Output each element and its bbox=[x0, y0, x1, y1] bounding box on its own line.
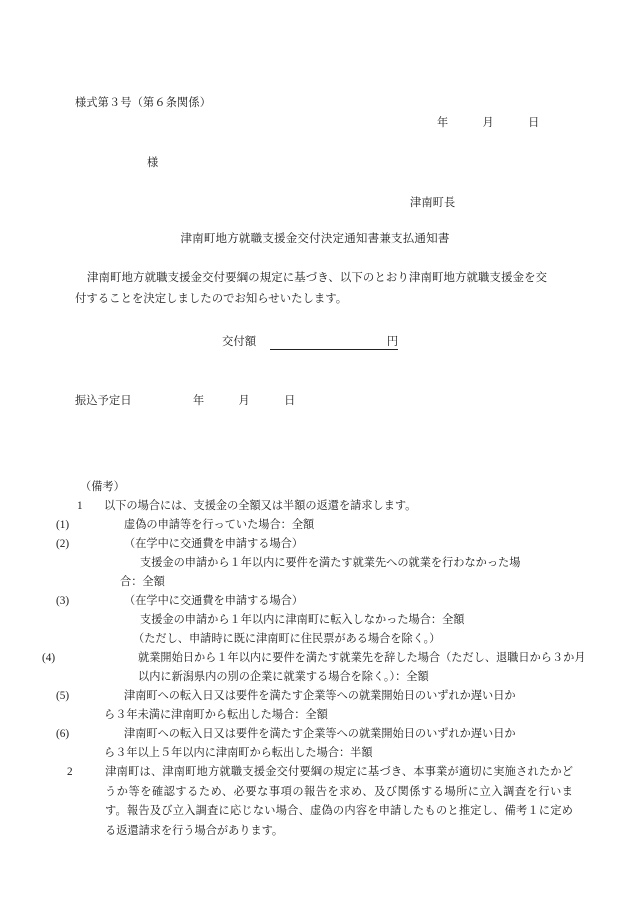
remarks-item-1-1-text: 虚偽の申請等を行っていた場合：全額 bbox=[124, 519, 315, 531]
transfer-date-line: 年 月 日 bbox=[193, 395, 296, 407]
remarks-item-1-number: 1 bbox=[77, 500, 83, 512]
remarks-item-1-4-text: 就業開始日から１年以内に要件を満たす就業先を辞した場合（ただし、退職日から３か月以内に新潟県内の別の企業に就業する場合を除く。）：全額 bbox=[138, 652, 586, 684]
remarks-item-1-2-line-2: 合：全額 bbox=[120, 576, 165, 588]
remarks-item-1-1 bbox=[56, 516, 589, 535]
remarks-item-1-4-number: (4) bbox=[42, 652, 56, 664]
grant-amount-label: 交付額 bbox=[222, 336, 257, 348]
remarks-item-1 bbox=[77, 497, 555, 516]
remarks-item-1-2-text: （在学中に交通費を申請する場合） bbox=[124, 538, 304, 550]
document-title: 津南町地方就職支援金交付決定通知書兼支払通知書 bbox=[180, 233, 450, 245]
form-number: 様式第３号（第６条関係） bbox=[75, 97, 212, 109]
remarks-item-1-3 bbox=[56, 592, 589, 611]
remarks-item-1-5-line-2: ら３年未満に津南町から転出した場合：全額 bbox=[104, 709, 328, 721]
remarks-item-1-3-number: (3) bbox=[56, 595, 70, 607]
remarks-item-1-6-text: 津南町への転入日又は要件を満たす企業等への就業開始日のいずれか遅い日か bbox=[124, 728, 516, 740]
remarks-item-1-3-line-2: （ただし、申請時に既に津南町に住民票がある場合を除く。） bbox=[133, 633, 441, 645]
issuer-name: 津南町長 bbox=[410, 197, 456, 209]
grant-amount-unit: 円 bbox=[386, 336, 399, 348]
remarks-item-1-3-line-1: 支援金の申請から１年以内に津南町に転入しなかった場合：全額 bbox=[140, 614, 465, 626]
grant-amount-row bbox=[222, 337, 398, 350]
remarks-item-2 bbox=[67, 763, 573, 841]
remarks-item-1-5-text: 津南町への転入日又は要件を満たす企業等への就業開始日のいずれか遅い日か bbox=[124, 690, 516, 702]
remarks-item-1-4 bbox=[42, 649, 590, 688]
remarks-item-2-number: 2 bbox=[67, 766, 73, 778]
remarks-item-1-text: 以下の場合には、支援金の全額又は半額の返還を請求します。 bbox=[104, 500, 417, 512]
grant-amount-field[interactable] bbox=[270, 337, 398, 350]
remarks-item-1-5-number: (5) bbox=[56, 690, 70, 702]
remarks-item-1-6-line-2: ら３年以上５年以内に津南町から転出した場合：半額 bbox=[104, 747, 373, 759]
remarks-item-1-6 bbox=[56, 725, 589, 744]
issue-date-line: 年 月 日 bbox=[437, 117, 540, 129]
remarks-item-1-2 bbox=[56, 535, 589, 554]
remarks-item-2-text: 津南町は、津南町地方就職支援金交付要綱の規定に基づき、本事業が適切に実施されたかどうか等を確認するため、必要な事項の報告を求め、及び関係する場所に立入調査を行います。報告及び立入調査に応じない場合、虚偽の内容を申請したものと推定し、備考１に定める返還請求を行う場合があります。 bbox=[105, 766, 573, 837]
transfer-date-label: 振込予定日 bbox=[75, 395, 132, 407]
remarks-item-1-3-text: （在学中に交通費を申請する場合） bbox=[124, 595, 304, 607]
remarks-item-1-6-number: (6) bbox=[56, 728, 70, 740]
remarks-item-1-2-number: (2) bbox=[56, 538, 70, 550]
remarks-item-1-1-number: (1) bbox=[56, 519, 70, 531]
remarks-item-1-2-line-1: 支援金の申請から１年以内に要件を満たす就業先への就業を行わなかった場 bbox=[140, 557, 521, 569]
remarks-heading: （備考） bbox=[80, 481, 125, 493]
intro-paragraph: 津南町地方就職支援金交付要綱の規定に基づき、以下のとおり津南町地方就職支援金を交付することを決定しましたのでお知らせいたします。 bbox=[75, 272, 547, 305]
addressee-honorific: 様 bbox=[147, 157, 159, 169]
remarks-item-1-5 bbox=[56, 687, 589, 706]
